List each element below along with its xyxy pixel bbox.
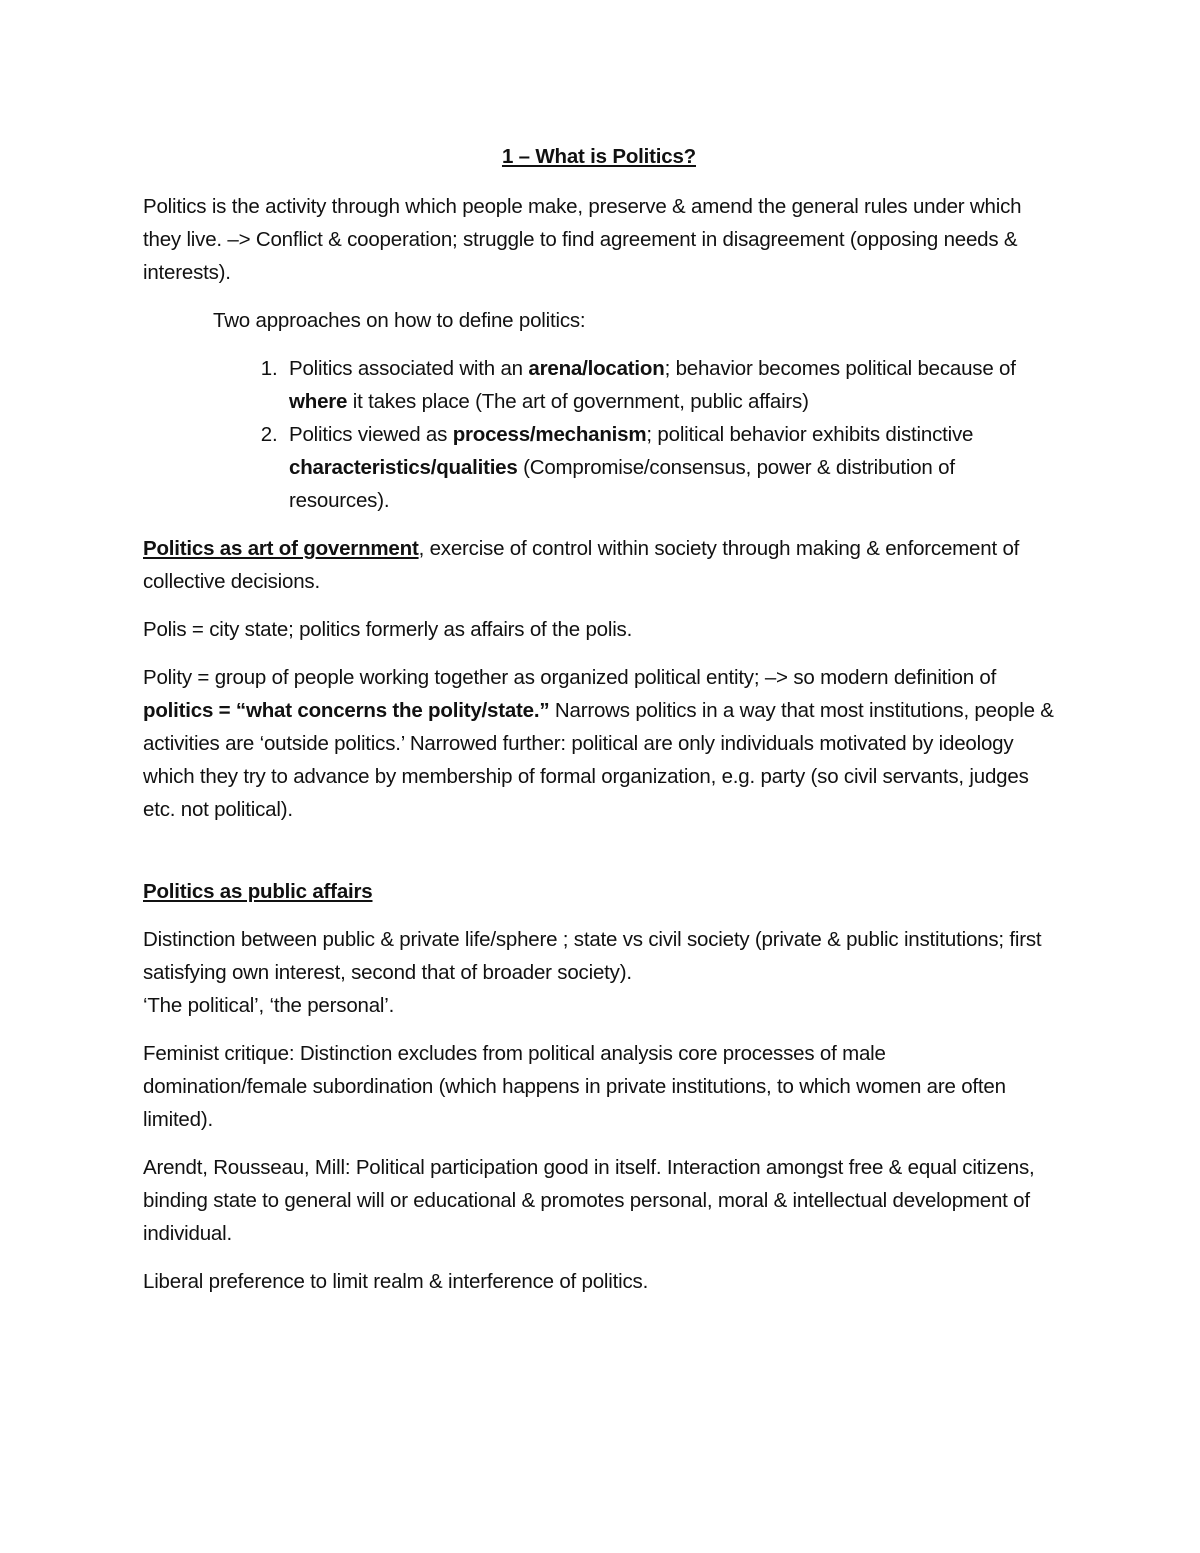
list-item-bold: where <box>289 390 348 413</box>
list-item-text: ; political behavior exhibits distinctive <box>646 423 974 446</box>
polity-paragraph <box>143 661 1055 826</box>
distinction-paragraph <box>143 923 1055 1022</box>
political-personal-text: ‘The political’, ‘the personal’. <box>143 994 395 1017</box>
blank-line <box>143 841 1055 875</box>
list-item-text: Politics associated with an <box>289 357 529 380</box>
public-affairs-heading: Politics as public affairs <box>143 880 373 903</box>
approaches-list <box>143 352 1055 517</box>
document-body <box>143 140 1055 1313</box>
list-item-bold: characteristics/qualities <box>289 456 518 479</box>
list-item-bold: process/mechanism <box>452 423 647 446</box>
list-item-text: ; behavior becomes political because of <box>664 357 1016 380</box>
distinction-text: Distinction between public & private life/sphere ; state vs civil society (private & public institutions; first satisfying own interest, second that of broader society). <box>143 928 1042 984</box>
list-item-text: (Compromise/consensus, power & distribution of resources). <box>289 456 955 512</box>
polity-text: Narrows politics in a way that most institutions, people & activities are ‘outside politics.’ Narrowed further: political are only individuals motivated by ideology which they try to advance by membership of formal organization, e.g. party (so civil servants, judges etc. not political). <box>143 699 1054 821</box>
list-item <box>283 418 1055 517</box>
intro-paragraph: Politics is the activity through which people make, preserve & amend the general rules under which they live. –> Conflict & cooperation; struggle to find agreement in disagreement (opposing needs & interests). <box>143 195 1022 284</box>
liberal-paragraph: Liberal preference to limit realm & interference of politics. <box>143 1270 649 1293</box>
arendt-paragraph: Arendt, Rousseau, Mill: Political participation good in itself. Interaction amongst free & equal citizens, binding state to general will or educational & promotes personal, moral & intellectual development of individual. <box>143 1156 1035 1245</box>
art-of-government-paragraph <box>143 532 1055 598</box>
feminist-paragraph: Feminist critique: Distinction excludes from political analysis core processes of male domination/female subordination (which happens in private institutions, to which women are often limited). <box>143 1042 1006 1131</box>
polity-text: Polity = group of people working together as organized political entity; –> so modern definition of <box>143 666 997 689</box>
polis-paragraph: Polis = city state; politics formerly as affairs of the polis. <box>143 618 633 641</box>
approaches-heading: Two approaches on how to define politics: <box>213 309 586 332</box>
art-of-government-text: , exercise of control within society through making & enforcement of collective decisions. <box>143 537 1020 593</box>
public-affairs-heading-paragraph <box>143 875 1055 908</box>
list-item <box>283 352 1055 418</box>
list-item-text: it takes place (The art of government, public affairs) <box>347 390 809 413</box>
list-item-text: Politics viewed as <box>289 423 453 446</box>
art-of-government-heading: Politics as art of government <box>143 537 419 560</box>
polity-bold: politics = “what concerns the polity/state.” <box>143 699 550 722</box>
page-title: 1 – What is Politics? <box>501 145 696 168</box>
list-item-bold: arena/location <box>528 357 665 380</box>
